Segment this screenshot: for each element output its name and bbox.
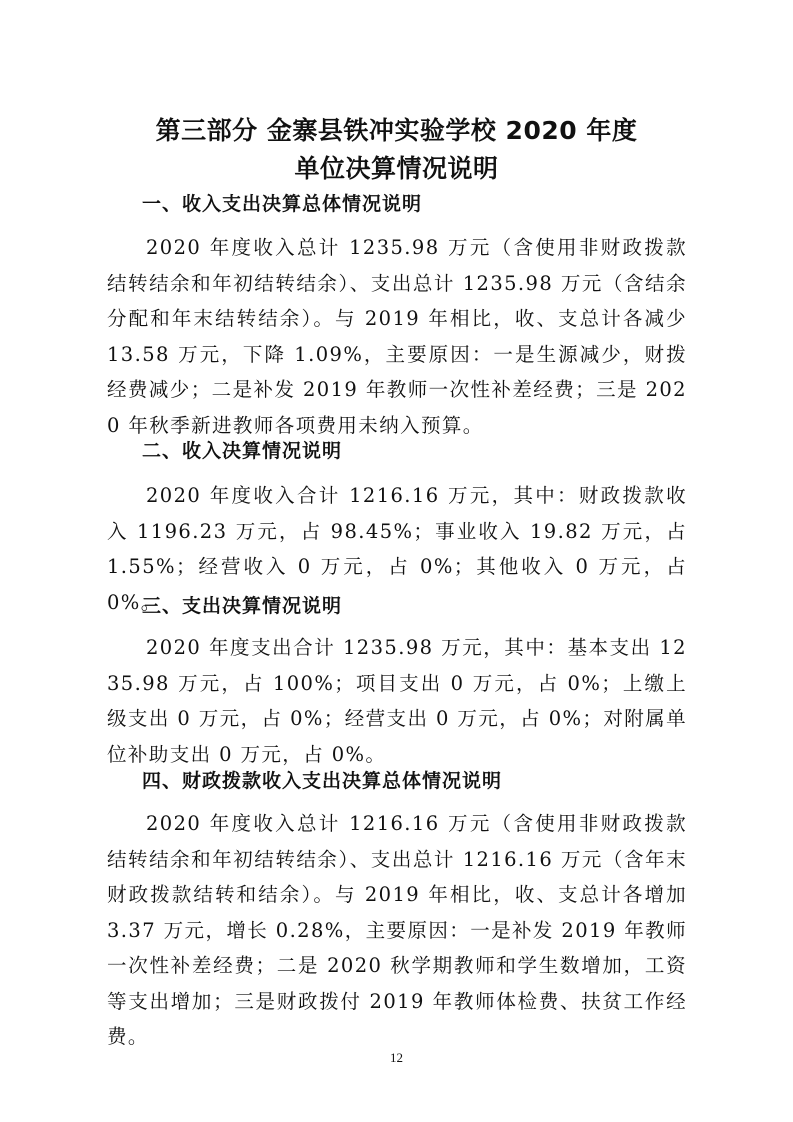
section-heading-2: 二、收入决算情况说明 <box>142 440 343 462</box>
page-title-line-1: 第三部分 金寨县铁冲实验学校 2020 年度 <box>155 116 638 145</box>
section-paragraph-2: 2020 年度收入合计 1216.16 万元，其中：财政拨款收入 1196.23 万元，占 98.45%；事业收入 19.82 万元，占 1.55%；经营收入 0 万元，占 0%；其他收入 0 万元，占 0%。 <box>107 484 687 614</box>
section-paragraph-3: 2020 年度支出合计 1235.98 万元，其中：基本支出 1235.98 万元，占 100%；项目支出 0 万元，占 0%；上缴上级支出 0 万元，占 0%；经营支出 0 万元，占 0%；对附属单位补助支出 0 万元，占 0%。 <box>107 636 687 766</box>
section-heading-1: 一、收入支出决算总体情况说明 <box>142 193 423 215</box>
page-title-line-2: 单位决算情况说明 <box>294 154 499 183</box>
section-heading-4: 四、财政拨款收入支出决算总体情况说明 <box>142 770 503 792</box>
section-paragraph-4: 2020 年度收入总计 1216.16 万元（含使用非财政拨款结转结余和年初结转结余）、支出总计 1216.16 万元（含年末财政拨款结转和结余）。与 2019 年相比，收、支总计各增加 3.37 万元，增长 0.28%，主要原因：一是补发 2019 年教师一次性补差经费；二是 2020 秋学期教师和学生数增加，工资等支出增加；三是财政拨付 2019 年教师体检费、扶贫工作经费。 <box>107 812 687 1048</box>
section-paragraph-1: 2020 年度收入总计 1235.98 万元（含使用非财政拨款结转结余和年初结转结余）、支出总计 1235.98 万元（含结余分配和年末结转结余）。与 2019 年相比，收、支总计各减少 13.58 万元，下降 1.09%，主要原因：一是生源减少，财拨经费减少；二是补发 2019 年教师一次性补差经费；三是 2020 年秋季新进教师各项费用未纳入预算。 <box>107 236 687 437</box>
page-number: 12 <box>390 1050 403 1065</box>
section-heading-3: 三、支出决算情况说明 <box>142 595 343 617</box>
